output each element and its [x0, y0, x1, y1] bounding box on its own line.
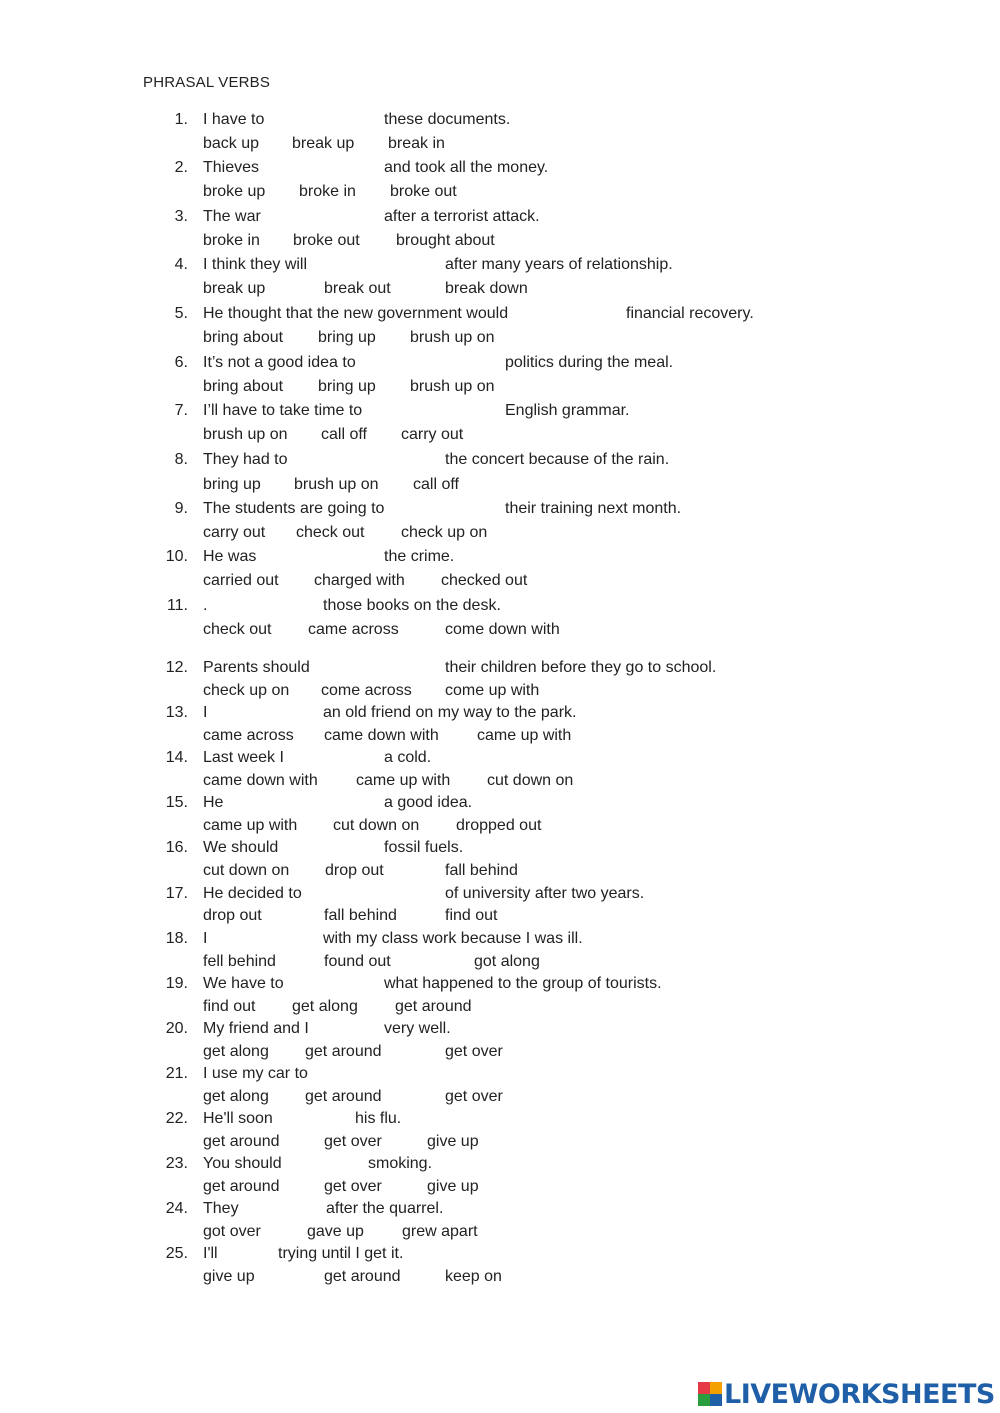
question-number: 1. [174, 111, 188, 128]
question-number: 13. [165, 704, 188, 721]
answer-blank[interactable] [295, 451, 439, 473]
answer-blank[interactable] [286, 839, 378, 861]
question-text-after: his flu. [355, 1110, 402, 1127]
question-item [0, 1065, 1000, 1113]
answer-blank[interactable] [288, 1155, 362, 1177]
question-number: 18. [165, 930, 188, 947]
question-text-after: English grammar. [505, 402, 630, 419]
question-number: 19. [165, 975, 188, 992]
answer-option: bring up [203, 476, 261, 493]
answer-option: broke in [299, 183, 356, 200]
answer-blank[interactable] [272, 111, 378, 133]
question-item [0, 885, 1000, 933]
answer-option: brought about [396, 232, 495, 249]
answer-option: find out [203, 998, 256, 1015]
answer-option: come down with [445, 621, 560, 638]
question-text-before: The war [203, 208, 261, 225]
answer-option: come up with [445, 682, 540, 699]
answer-blank[interactable] [262, 548, 378, 570]
answer-option: check out [296, 524, 365, 541]
question-text-before: He'll soon [203, 1110, 273, 1127]
answer-option: found out [324, 953, 391, 970]
answer-option: bring up [318, 329, 376, 346]
question-text-before: He [203, 794, 224, 811]
question-item [0, 1155, 1000, 1203]
question-item [0, 305, 1000, 353]
answer-blank[interactable] [398, 500, 499, 522]
answer-option: brush up on [410, 329, 495, 346]
question-text-before: My friend and I [203, 1020, 309, 1037]
question-text-after: a good idea. [384, 794, 473, 811]
question-item [0, 111, 1000, 159]
question-text-after: those books on the desk. [323, 597, 501, 614]
answer-option: cut down on [487, 772, 574, 789]
question-text-before: We have to [203, 975, 284, 992]
question-number: 15. [165, 794, 188, 811]
question-text-before: Last week I [203, 749, 284, 766]
answer-blank[interactable] [280, 1110, 349, 1132]
answer-option: cut down on [203, 862, 290, 879]
question-number: 24. [165, 1200, 188, 1217]
question-number: 5. [174, 305, 188, 322]
question-text-after: their children before they go to school. [445, 659, 717, 676]
question-item [0, 354, 1000, 402]
answer-option: dropped out [456, 817, 542, 834]
question-item [0, 930, 1000, 978]
answer-option: brush up on [203, 426, 288, 443]
answer-option: break out [324, 280, 391, 297]
question-text-before: Parents should [203, 659, 310, 676]
answer-option: bring about [203, 329, 284, 346]
question-text-after: their training next month. [505, 500, 682, 517]
question-text-before: I'll [203, 1245, 218, 1262]
answer-blank[interactable] [208, 597, 317, 619]
question-item [0, 704, 1000, 752]
question-item [0, 256, 1000, 304]
question-item [0, 597, 1000, 645]
answer-option: find out [445, 907, 498, 924]
question-number: 14. [165, 749, 188, 766]
answer-option: break down [445, 280, 528, 297]
question-text-after: an old friend on my way to the park. [323, 704, 577, 721]
question-number: 7. [174, 402, 188, 419]
answer-option: check up on [203, 682, 290, 699]
answer-option: get around [305, 1043, 382, 1060]
question-item [0, 500, 1000, 548]
question-number: 8. [174, 451, 188, 468]
answer-option: come across [321, 682, 412, 699]
question-text-after: smoking. [368, 1155, 433, 1172]
answer-blank[interactable] [310, 885, 439, 907]
answer-option: check out [203, 621, 272, 638]
question-text-before: He decided to [203, 885, 302, 902]
question-text-before: Thieves [203, 159, 260, 176]
question-text-after: with my class work because I was ill. [323, 930, 583, 947]
answer-option: get along [203, 1088, 269, 1105]
question-text-before: It’s not a good idea to [203, 354, 356, 371]
answer-option: get over [324, 1178, 382, 1195]
question-item [0, 548, 1000, 596]
question-item [0, 794, 1000, 842]
answer-blank[interactable] [292, 975, 378, 997]
answer-blank[interactable] [290, 749, 378, 771]
answer-option: break in [388, 135, 445, 152]
answer-option: fall behind [445, 862, 518, 879]
answer-option: get around [395, 998, 472, 1015]
question-text-before: The students are going to [203, 500, 385, 517]
question-text-after: these documents. [384, 111, 511, 128]
answer-option: broke out [293, 232, 360, 249]
answer-option: cut down on [333, 817, 420, 834]
question-item [0, 451, 1000, 499]
answer-option: get over [324, 1133, 382, 1150]
question-text-after: and took all the money. [384, 159, 549, 176]
question-text-after: what happened to the group of tourists. [384, 975, 662, 992]
answer-option: get along [292, 998, 358, 1015]
question-text-before: We should [203, 839, 279, 856]
answer-option: fell behind [203, 953, 276, 970]
question-text-before: They [203, 1200, 239, 1217]
question-text-before: I have to [203, 111, 265, 128]
question-item [0, 659, 1000, 707]
answer-option: carried out [203, 572, 279, 589]
answer-option: came up with [203, 817, 298, 834]
answer-option: break up [292, 135, 355, 152]
answer-option: get around [324, 1268, 401, 1285]
question-number: 3. [174, 208, 188, 225]
answer-option: checked out [441, 572, 528, 589]
question-text-after: trying until I get it. [278, 1245, 404, 1262]
question-number: 6. [174, 354, 188, 371]
answer-option: get around [203, 1178, 280, 1195]
question-text-after: after a terrorist attack. [384, 208, 540, 225]
answer-blank[interactable] [380, 402, 499, 424]
answer-option: carry out [401, 426, 464, 443]
question-item [0, 1020, 1000, 1068]
answer-blank[interactable] [320, 1065, 554, 1087]
answer-blank[interactable] [540, 305, 620, 327]
question-text-before: He was [203, 548, 257, 565]
question-item [0, 975, 1000, 1023]
answer-option: get over [445, 1088, 503, 1105]
answer-blank[interactable] [212, 930, 317, 952]
question-text-after: after many years of relationship. [445, 256, 673, 273]
answer-blank[interactable] [244, 1200, 320, 1222]
question-text-after: of university after two years. [445, 885, 645, 902]
question-text-before: You should [203, 1155, 282, 1172]
answer-option: bring about [203, 378, 284, 395]
question-item [0, 1110, 1000, 1158]
question-item [0, 208, 1000, 256]
answer-option: came across [308, 621, 399, 638]
answer-option: got along [474, 953, 540, 970]
worksheet-title: PHRASAL VERBS [143, 74, 271, 91]
answer-option: came across [203, 727, 294, 744]
answer-blank[interactable] [225, 1245, 272, 1267]
question-item [0, 1245, 1000, 1293]
question-item [0, 1200, 1000, 1248]
question-number: 23. [165, 1155, 188, 1172]
question-number: 22. [165, 1110, 188, 1127]
answer-blank[interactable] [322, 256, 439, 278]
question-text-before: I think they will [203, 256, 308, 273]
answer-option: charged with [314, 572, 405, 589]
question-number: 2. [174, 159, 188, 176]
question-number: 10. [165, 548, 188, 565]
answer-option: give up [427, 1178, 479, 1195]
answer-option: gave up [307, 1223, 364, 1240]
answer-option: grew apart [402, 1223, 478, 1240]
question-text-after: financial recovery. [626, 305, 754, 322]
question-text-after: politics during the meal. [505, 354, 674, 371]
question-number: 21. [165, 1065, 188, 1082]
liveworksheets-logo-icon [698, 1382, 722, 1406]
question-number: 11. [166, 597, 188, 614]
answer-option: brush up on [294, 476, 379, 493]
question-number: 16. [165, 839, 188, 856]
liveworksheets-logo [698, 1378, 995, 1410]
answer-option: call off [413, 476, 459, 493]
answer-option: give up [203, 1268, 255, 1285]
question-text-before: I’ll have to take time to [203, 402, 363, 419]
answer-option: broke in [203, 232, 260, 249]
answer-option: get over [445, 1043, 503, 1060]
answer-option: keep on [445, 1268, 502, 1285]
answer-option: came down with [203, 772, 318, 789]
answer-option: call off [321, 426, 367, 443]
answer-option: get around [203, 1133, 280, 1150]
answer-blank[interactable] [228, 794, 378, 816]
answer-option: get around [305, 1088, 382, 1105]
answer-blank[interactable] [370, 354, 499, 376]
answer-blank[interactable] [212, 704, 317, 726]
question-item [0, 159, 1000, 207]
answer-option: came down with [324, 727, 439, 744]
answer-option: broke out [390, 183, 457, 200]
answer-option: fall behind [324, 907, 397, 924]
answer-option: check up on [401, 524, 488, 541]
answer-option: get along [203, 1043, 269, 1060]
question-text-after: the crime. [384, 548, 455, 565]
question-number: 4. [174, 256, 188, 273]
question-text-before: I use my car to [203, 1065, 308, 1082]
question-text-after: after the quarrel. [326, 1200, 444, 1217]
answer-blank[interactable] [264, 159, 378, 181]
question-text-after: fossil fuels. [384, 839, 464, 856]
question-item [0, 749, 1000, 797]
question-text-after: the concert because of the rain. [445, 451, 670, 468]
answer-blank[interactable] [318, 659, 439, 681]
answer-option: give up [427, 1133, 479, 1150]
answer-option: got over [203, 1223, 261, 1240]
question-number: 9. [174, 500, 188, 517]
answer-option: brush up on [410, 378, 495, 395]
question-item [0, 402, 1000, 450]
question-item [0, 839, 1000, 887]
answer-option: break up [203, 280, 266, 297]
question-text-before: I [203, 704, 208, 721]
question-text-before: He thought that the new government would [203, 305, 509, 322]
answer-option: carry out [203, 524, 266, 541]
question-text-after: very well. [384, 1020, 451, 1037]
answer-blank[interactable] [268, 208, 378, 230]
question-text-before: They had to [203, 451, 288, 468]
question-number: 17. [165, 885, 188, 902]
question-number: 20. [165, 1020, 188, 1037]
answer-option: broke up [203, 183, 266, 200]
answer-option: came up with [477, 727, 572, 744]
answer-option: drop out [203, 907, 262, 924]
question-text-before: I [203, 930, 208, 947]
logo-text: LIVEWORKSHEETS [724, 1378, 995, 1410]
question-number: 25. [165, 1245, 188, 1262]
answer-option: came up with [356, 772, 451, 789]
answer-blank[interactable] [320, 1020, 378, 1042]
answer-option: bring up [318, 378, 376, 395]
question-number: 12. [165, 659, 188, 676]
question-text-after: a cold. [384, 749, 432, 766]
question-text-before: . [203, 597, 208, 614]
answer-option: drop out [325, 862, 384, 879]
answer-option: back up [203, 135, 260, 152]
